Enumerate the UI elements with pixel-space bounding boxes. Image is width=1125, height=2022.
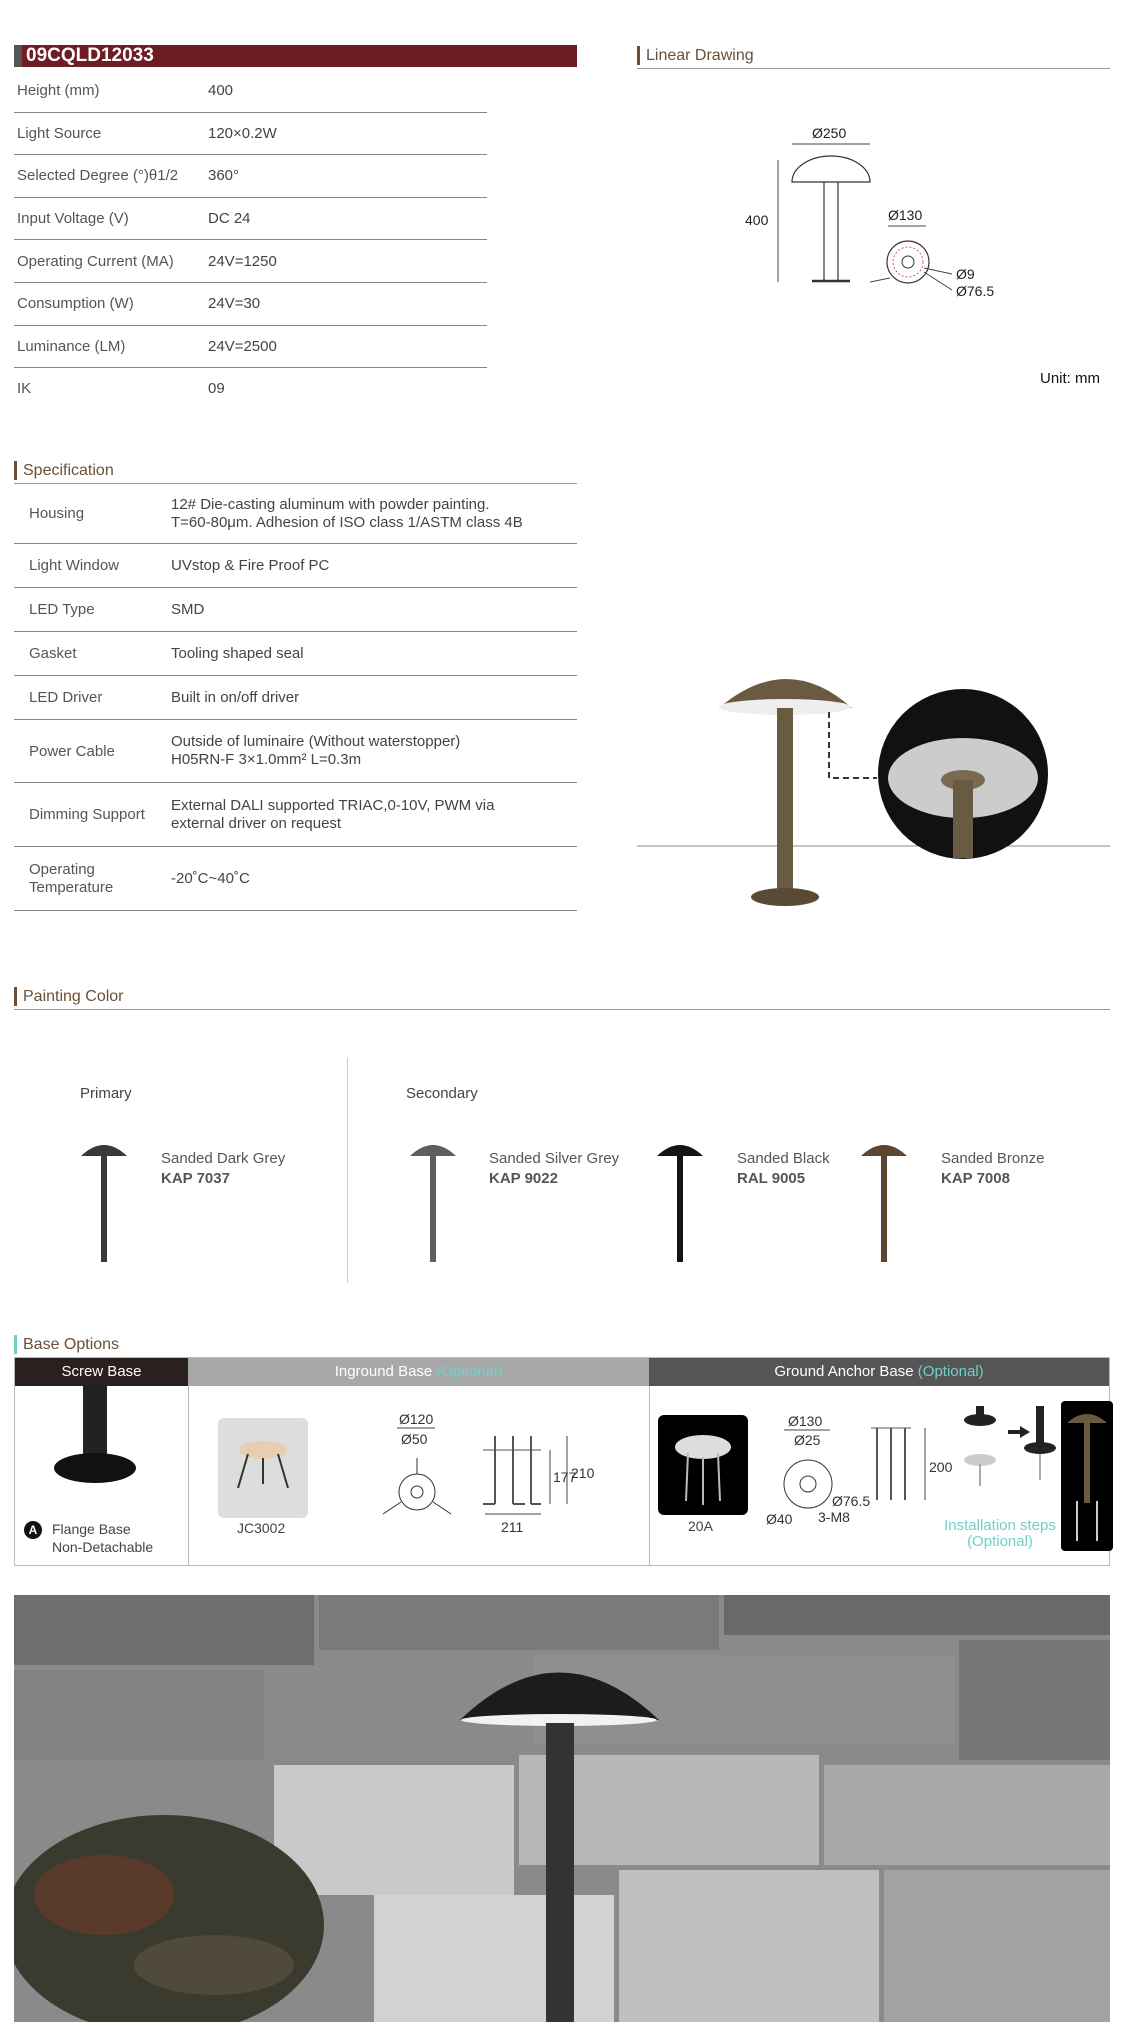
swatch-dark-grey [161,1149,285,1189]
swatch-bronze [941,1149,1044,1189]
inground-side-diagram [475,1410,595,1540]
specification-title: Specification [14,461,577,480]
dim-top-label: Ø250 [812,125,847,141]
param-label: Light Source [17,124,102,142]
installation-steps-caption [925,1518,1075,1550]
installation-steps-optional: (Optional) [967,1533,1033,1550]
param-row [14,240,487,283]
specification-header [14,461,577,484]
param-value: 120×0.2W [208,124,277,142]
inground-top-diagram [365,1410,455,1520]
inground-code: JC3002 [237,1520,286,1536]
inground-w: 211 [501,1519,524,1535]
inground-h1: 177 [553,1469,577,1485]
spec-label: Housing [29,505,85,522]
spec-row [14,783,577,847]
param-label: Luminance (LM) [17,337,126,355]
param-label: Operating Current (MA) [17,252,174,270]
color-code: KAP 7008 [941,1170,1010,1187]
param-row [14,326,487,369]
spec-value: SMD [171,600,205,618]
anchor-base-header [649,1358,1109,1386]
spec-row [14,484,577,544]
base-options-title: Base Options [14,1335,1110,1354]
flange-caption-2: Non-Detachable [52,1539,154,1555]
param-label: Consumption (W) [17,295,134,313]
screw-base-title: Screw Base [61,1363,142,1380]
anchor-d3: Ø76.5 [832,1493,870,1509]
spec-label: Gasket [29,645,77,662]
flange-badge: A [24,1521,42,1539]
anchor-base-image [658,1415,748,1515]
param-value: DC 24 [208,210,251,228]
linear-drawing-header [637,46,1110,69]
swatch-dark-grey-lamp [78,1140,130,1265]
flange-caption-1: Flange Base [52,1521,131,1537]
param-label: Selected Degree (°)θ1/2 [17,167,179,185]
spec-label: LED Type [29,601,95,618]
specification-table [14,484,577,911]
spec-value: -20˚C~40˚C [171,869,250,887]
color-code: RAL 9005 [737,1170,806,1187]
swatch-bronze-lamp [858,1140,910,1265]
spec-value: UVstop & Fire Proof PC [171,556,330,574]
param-value: 24V=2500 [208,337,277,355]
installation-steps-label: Installation steps [944,1517,1056,1534]
dim-hole-label: Ø9 [956,266,975,282]
anchor-optional: (Optional) [917,1363,984,1380]
linear-drawing-title: Linear Drawing [637,46,1110,65]
base-options-table [14,1357,1110,1566]
unit-label: Unit: mm [1040,370,1100,387]
dim-height-label: 400 [745,212,769,228]
primary-label: Primary [80,1085,132,1102]
secondary-label: Secondary [406,1085,478,1102]
painting-divider [347,1058,348,1283]
spec-value: Outside of luminaire (Without waterstopper) H05RN-F 3×1.0mm² L=0.3m [171,733,461,768]
spec-label: Operating Temperature [29,860,114,896]
inground-h2: 210 [571,1465,595,1481]
spec-row [14,847,577,911]
screw-base-header [15,1358,188,1386]
inground-base-title: Inground Base [334,1363,433,1380]
param-label: Height (mm) [17,82,100,100]
spec-row [14,676,577,720]
spec-value: Tooling shaped seal [171,644,304,662]
spec-label: Dimming Support [29,806,145,823]
param-row [14,113,487,156]
param-row [14,70,487,113]
spec-value: External DALI supported TRIAC,0-10V, PWM via external driver on request [171,796,495,832]
spec-value: Built in on/off driver [171,688,300,706]
anchor-d2: Ø25 [794,1432,821,1448]
painting-color-header [14,987,1110,1010]
spec-row [14,588,577,632]
parameter-table [14,70,487,410]
param-row [14,368,487,410]
param-row [14,198,487,241]
color-name: Sanded Silver Grey [489,1150,620,1167]
color-name: Sanded Bronze [941,1150,1045,1167]
spec-row [14,544,577,588]
painting-color-title: Painting Color [14,987,1110,1006]
dim-base-label: Ø130 [888,207,923,223]
inground-base-image [218,1418,308,1518]
color-code: KAP 7037 [161,1170,230,1187]
swatch-black [737,1149,830,1189]
spec-row [14,632,577,676]
anchor-d4: Ø40 [766,1511,793,1527]
spec-row [14,720,577,783]
swatch-silver-grey [489,1149,619,1189]
base-options-header [14,1335,1110,1355]
dim-bolt-label: Ø76.5 [956,283,995,299]
param-value: 360° [208,167,240,185]
spec-value: 12# Die-casting aluminum with powder painting. T=60-80μm. Adhesion of ISO class 1/ASTM class 4B [171,495,523,531]
inground-optional: (Optional) [436,1363,503,1380]
color-code: KAP 9022 [489,1170,558,1187]
color-name: Sanded Dark Grey [161,1150,286,1167]
inground-base-header [188,1358,649,1386]
anchor-code: 20A [688,1518,713,1534]
param-label: IK [17,380,32,398]
swatch-silver-grey-lamp [407,1140,459,1265]
anchor-screw: 3-M8 [818,1509,850,1525]
swatch-black-lamp [654,1140,706,1265]
inground-d2: Ø50 [401,1431,428,1447]
linear-drawing-diagram [720,120,1040,310]
param-row [14,155,487,198]
flange-caption [52,1520,153,1556]
anchor-side-diagram [865,1410,965,1530]
spec-label: LED Driver [29,689,103,706]
param-value: 24V=30 [208,295,261,313]
param-row [14,283,487,326]
param-value: 400 [208,82,234,100]
param-value: 09 [208,380,225,398]
model-number: 09CQLD12033 [26,45,154,66]
anchor-h: 200 [929,1459,953,1475]
spec-label: Power Cable [29,742,115,760]
anchor-d1: Ø130 [788,1413,823,1429]
spec-label: Light Window [29,557,120,574]
param-value: 24V=1250 [208,252,277,270]
color-name: Sanded Black [737,1150,830,1167]
anchor-top-diagram [750,1410,870,1530]
model-title-bar [14,45,577,67]
anchor-base-title: Ground Anchor Base [774,1363,914,1380]
inground-d1: Ø120 [399,1411,434,1427]
product-detail-image [637,660,1110,920]
flange-base-image [51,1386,141,1496]
param-label: Input Voltage (V) [17,210,129,228]
lifestyle-photo [14,1595,1110,2022]
